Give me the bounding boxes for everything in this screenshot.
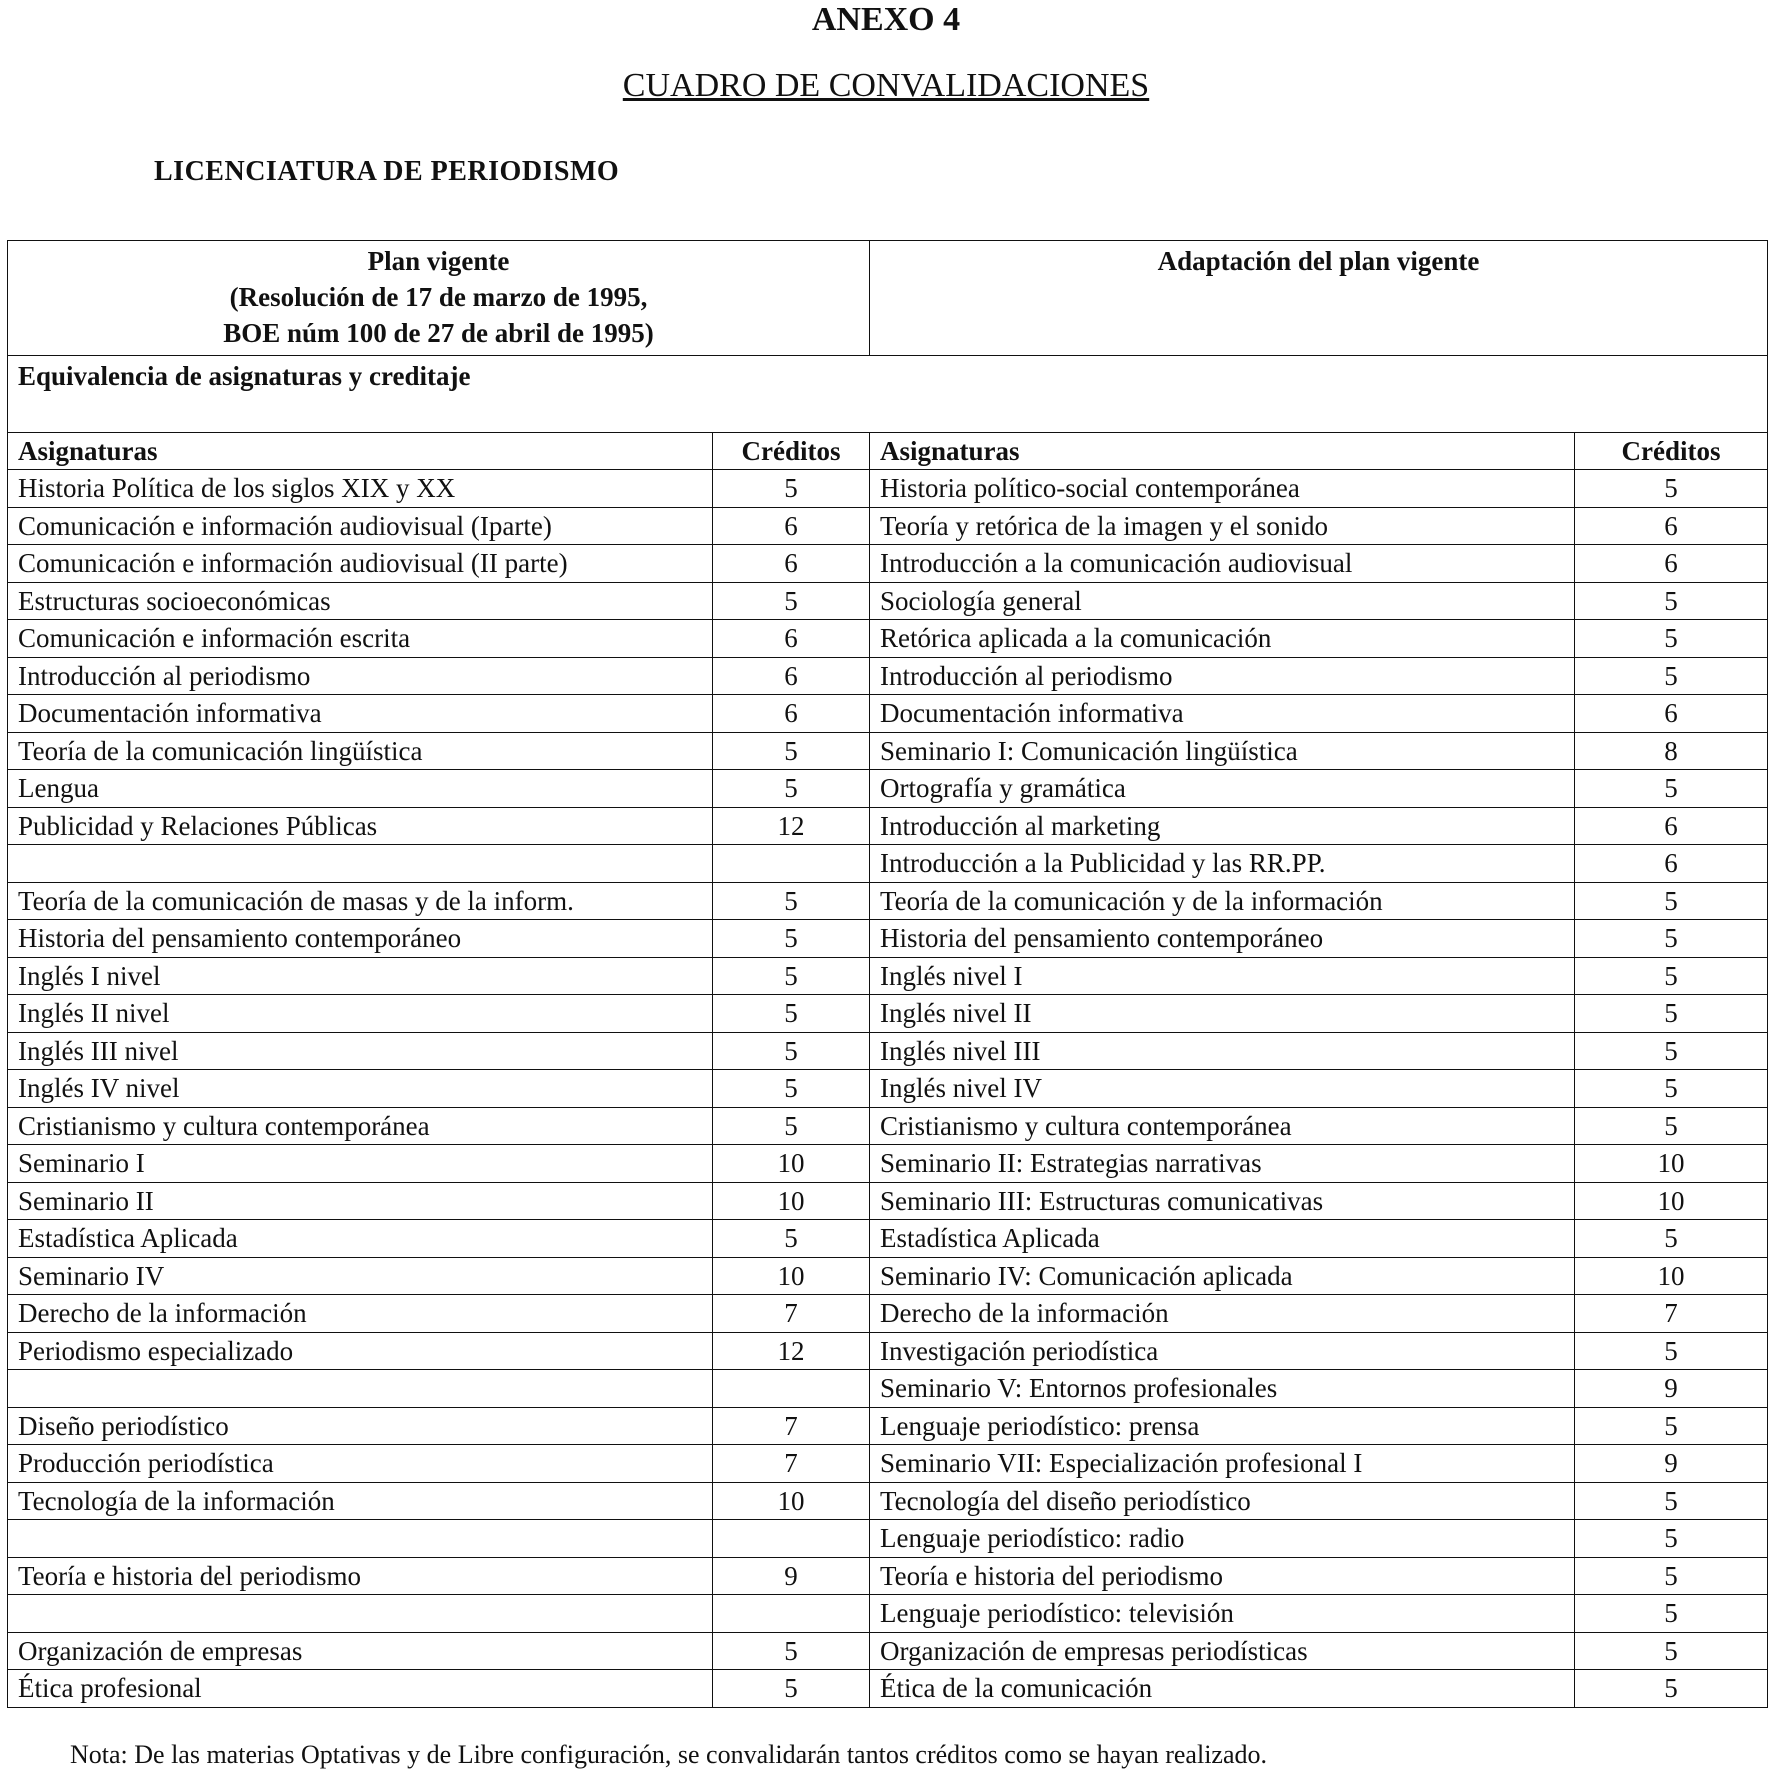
left-subject-cell: Comunicación e información audiovisual (Iparte) <box>8 507 713 545</box>
left-credits-cell: 7 <box>713 1407 870 1445</box>
right-subject-cell: Lenguaje periodístico: radio <box>870 1520 1575 1558</box>
right-subject-cell: Seminario VII: Especialización profesional I <box>870 1445 1575 1483</box>
convalidation-table <box>7 240 1768 1708</box>
left-subject-cell: Cristianismo y cultura contemporánea <box>8 1107 713 1145</box>
right-subject-cell: Inglés nivel I <box>870 957 1575 995</box>
left-credits-cell <box>713 1520 870 1558</box>
table-body <box>8 470 1768 1708</box>
table-row <box>8 1182 1768 1220</box>
table-row <box>8 1295 1768 1333</box>
right-credits-cell: 5 <box>1575 1520 1768 1558</box>
left-subject-cell: Inglés I nivel <box>8 957 713 995</box>
right-subject-cell: Historia del pensamiento contemporáneo <box>870 920 1575 958</box>
table-row <box>8 1070 1768 1108</box>
left-subject-cell: Inglés IV nivel <box>8 1070 713 1108</box>
right-credits-cell: 5 <box>1575 1032 1768 1070</box>
table-row <box>8 1220 1768 1258</box>
left-credits-cell: 5 <box>713 1070 870 1108</box>
left-subject-cell: Estructuras socioeconómicas <box>8 582 713 620</box>
right-subject-cell: Seminario I: Comunicación lingüística <box>870 732 1575 770</box>
right-credits-cell: 10 <box>1575 1145 1768 1183</box>
left-credits-cell: 6 <box>713 507 870 545</box>
left-credits-cell: 12 <box>713 807 870 845</box>
right-subject-cell: Teoría e historia del periodismo <box>870 1557 1575 1595</box>
right-subject-cell: Retórica aplicada a la comunicación <box>870 620 1575 658</box>
right-subject-cell: Estadística Aplicada <box>870 1220 1575 1258</box>
current-plan-resolution: (Resolución de 17 de marzo de 1995, <box>229 282 648 312</box>
right-credits-cell: 6 <box>1575 545 1768 583</box>
degree-heading: LICENCIATURA DE PERIODISMO <box>154 156 620 187</box>
right-subject-column-header: Asignaturas <box>870 433 1575 470</box>
right-credits-cell: 6 <box>1575 507 1768 545</box>
left-subject-cell: Comunicación e información audiovisual (II parte) <box>8 545 713 583</box>
left-subject-cell: Ética profesional <box>8 1670 713 1708</box>
left-subject-cell <box>8 1595 713 1633</box>
left-subject-cell: Teoría de la comunicación lingüística <box>8 732 713 770</box>
right-credits-cell: 5 <box>1575 1557 1768 1595</box>
right-credits-cell: 5 <box>1575 1220 1768 1258</box>
right-credits-cell: 10 <box>1575 1257 1768 1295</box>
left-credits-cell: 10 <box>713 1145 870 1183</box>
left-subject-cell: Historia Política de los siglos XIX y XX <box>8 470 713 508</box>
right-credits-cell: 5 <box>1575 957 1768 995</box>
table-row <box>8 845 1768 883</box>
table-row <box>8 1257 1768 1295</box>
equivalence-label: Equivalencia de asignaturas y creditaje <box>8 356 1768 433</box>
left-credits-cell: 5 <box>713 1670 870 1708</box>
table-row <box>8 1557 1768 1595</box>
left-credits-cell: 6 <box>713 620 870 658</box>
left-subject-cell: Tecnología de la información <box>8 1482 713 1520</box>
table-row <box>8 1032 1768 1070</box>
table-row <box>8 1670 1768 1708</box>
right-credits-cell: 5 <box>1575 657 1768 695</box>
right-subject-cell: Organización de empresas periodísticas <box>870 1632 1575 1670</box>
right-credits-cell: 5 <box>1575 882 1768 920</box>
left-credits-cell <box>713 1370 870 1408</box>
left-credits-cell: 10 <box>713 1257 870 1295</box>
table-row <box>8 470 1768 508</box>
right-credits-cell: 5 <box>1575 995 1768 1033</box>
right-subject-cell: Teoría de la comunicación y de la información <box>870 882 1575 920</box>
convalidation-table-wrapper <box>7 240 1767 1708</box>
table-row <box>8 1332 1768 1370</box>
right-credits-cell: 5 <box>1575 1107 1768 1145</box>
right-credits-cell: 5 <box>1575 1332 1768 1370</box>
left-subject-cell: Lengua <box>8 770 713 808</box>
left-subject-cell: Introducción al periodismo <box>8 657 713 695</box>
current-plan-header <box>8 241 870 356</box>
left-subject-cell: Organización de empresas <box>8 1632 713 1670</box>
right-credits-cell: 5 <box>1575 1670 1768 1708</box>
left-subject-cell: Producción periodística <box>8 1445 713 1483</box>
table-row <box>8 957 1768 995</box>
right-subject-cell: Seminario V: Entornos profesionales <box>870 1370 1575 1408</box>
right-subject-cell: Introducción al periodismo <box>870 657 1575 695</box>
table-row <box>8 1595 1768 1633</box>
right-subject-cell: Introducción a la comunicación audiovisual <box>870 545 1575 583</box>
left-subject-cell: Seminario I <box>8 1145 713 1183</box>
right-credits-cell: 5 <box>1575 1070 1768 1108</box>
left-credits-cell <box>713 1595 870 1633</box>
left-credits-cell: 5 <box>713 995 870 1033</box>
left-credits-cell: 5 <box>713 1220 870 1258</box>
left-subject-cell <box>8 1370 713 1408</box>
right-subject-cell: Introducción a la Publicidad y las RR.PP. <box>870 845 1575 883</box>
right-subject-cell: Seminario II: Estrategias narrativas <box>870 1145 1575 1183</box>
left-subject-cell: Publicidad y Relaciones Públicas <box>8 807 713 845</box>
table-row <box>8 620 1768 658</box>
current-plan-title: Plan vigente <box>367 246 510 276</box>
left-credits-cell: 10 <box>713 1482 870 1520</box>
table-row <box>8 545 1768 583</box>
left-credits-cell: 5 <box>713 470 870 508</box>
right-subject-cell: Tecnología del diseño periodístico <box>870 1482 1575 1520</box>
left-subject-column-header: Asignaturas <box>8 433 713 470</box>
left-credits-cell: 5 <box>713 770 870 808</box>
right-subject-cell: Investigación periodística <box>870 1332 1575 1370</box>
table-row <box>8 995 1768 1033</box>
left-credits-cell: 7 <box>713 1445 870 1483</box>
left-credits-cell: 7 <box>713 1295 870 1333</box>
table-row <box>8 1482 1768 1520</box>
left-subject-cell <box>8 845 713 883</box>
right-credits-column-header: Créditos <box>1575 433 1768 470</box>
left-credits-cell: 12 <box>713 1332 870 1370</box>
table-row <box>8 1520 1768 1558</box>
right-subject-cell: Ética de la comunicación <box>870 1670 1575 1708</box>
table-row <box>8 657 1768 695</box>
right-credits-cell: 5 <box>1575 1595 1768 1633</box>
document-title: CUADRO DE CONVALIDACIONES <box>622 67 1150 104</box>
right-subject-cell: Derecho de la información <box>870 1295 1575 1333</box>
right-subject-cell: Teoría y retórica de la imagen y el sonido <box>870 507 1575 545</box>
table-row <box>8 920 1768 958</box>
left-credits-cell: 5 <box>713 1632 870 1670</box>
right-credits-cell: 9 <box>1575 1445 1768 1483</box>
left-subject-cell: Historia del pensamiento contemporáneo <box>8 920 713 958</box>
left-credits-cell: 10 <box>713 1182 870 1220</box>
left-subject-cell: Teoría e historia del periodismo <box>8 1557 713 1595</box>
left-credits-cell: 9 <box>713 1557 870 1595</box>
right-credits-cell: 5 <box>1575 582 1768 620</box>
right-subject-cell: Documentación informativa <box>870 695 1575 733</box>
right-subject-cell: Inglés nivel II <box>870 995 1575 1033</box>
left-credits-column-header: Créditos <box>713 433 870 470</box>
right-credits-cell: 6 <box>1575 695 1768 733</box>
right-credits-cell: 5 <box>1575 1632 1768 1670</box>
left-subject-cell: Seminario IV <box>8 1257 713 1295</box>
left-credits-cell: 5 <box>713 882 870 920</box>
left-subject-cell: Documentación informativa <box>8 695 713 733</box>
right-credits-cell: 9 <box>1575 1370 1768 1408</box>
right-subject-cell: Ortografía y gramática <box>870 770 1575 808</box>
left-subject-cell <box>8 1520 713 1558</box>
left-credits-cell: 6 <box>713 695 870 733</box>
right-credits-cell: 10 <box>1575 1182 1768 1220</box>
left-credits-cell: 5 <box>713 957 870 995</box>
left-subject-cell: Inglés III nivel <box>8 1032 713 1070</box>
table-row <box>8 807 1768 845</box>
table-row <box>8 1632 1768 1670</box>
table-row <box>8 582 1768 620</box>
left-credits-cell: 5 <box>713 582 870 620</box>
table-row <box>8 507 1768 545</box>
right-subject-cell: Historia político-social contemporánea <box>870 470 1575 508</box>
right-subject-cell: Inglés nivel IV <box>870 1070 1575 1108</box>
right-credits-cell: 5 <box>1575 1407 1768 1445</box>
footnote: Nota: De las materias Optativas y de Libre configuración, se convalidarán tantos créditos como se hayan realizado. <box>70 1740 1268 1769</box>
left-subject-cell: Derecho de la información <box>8 1295 713 1333</box>
right-credits-cell: 5 <box>1575 770 1768 808</box>
table-row <box>8 1145 1768 1183</box>
left-credits-cell: 5 <box>713 732 870 770</box>
right-credits-cell: 5 <box>1575 620 1768 658</box>
left-subject-cell: Seminario II <box>8 1182 713 1220</box>
table-row <box>8 695 1768 733</box>
table-row <box>8 732 1768 770</box>
annex-heading: ANEXO 4 <box>811 1 961 38</box>
right-credits-cell: 5 <box>1575 1482 1768 1520</box>
right-subject-cell: Inglés nivel III <box>870 1032 1575 1070</box>
table-row <box>8 1370 1768 1408</box>
right-subject-cell: Seminario IV: Comunicación aplicada <box>870 1257 1575 1295</box>
right-credits-cell: 5 <box>1575 470 1768 508</box>
left-credits-cell: 6 <box>713 545 870 583</box>
current-plan-boe: BOE núm 100 de 27 de abril de 1995) <box>223 318 654 348</box>
left-subject-cell: Comunicación e información escrita <box>8 620 713 658</box>
right-subject-cell: Lenguaje periodístico: prensa <box>870 1407 1575 1445</box>
adaptation-header: Adaptación del plan vigente <box>870 241 1768 356</box>
right-subject-cell: Lenguaje periodístico: televisión <box>870 1595 1575 1633</box>
right-credits-cell: 5 <box>1575 920 1768 958</box>
right-credits-cell: 6 <box>1575 845 1768 883</box>
left-subject-cell: Teoría de la comunicación de masas y de la inform. <box>8 882 713 920</box>
left-subject-cell: Estadística Aplicada <box>8 1220 713 1258</box>
right-credits-cell: 8 <box>1575 732 1768 770</box>
column-header-row <box>8 433 1768 470</box>
table-row <box>8 1445 1768 1483</box>
left-subject-cell: Diseño periodístico <box>8 1407 713 1445</box>
left-subject-cell: Inglés II nivel <box>8 995 713 1033</box>
right-subject-cell: Introducción al marketing <box>870 807 1575 845</box>
left-credits-cell <box>713 845 870 883</box>
table-row <box>8 770 1768 808</box>
right-credits-cell: 7 <box>1575 1295 1768 1333</box>
right-subject-cell: Cristianismo y cultura contemporánea <box>870 1107 1575 1145</box>
left-credits-cell: 6 <box>713 657 870 695</box>
right-credits-cell: 6 <box>1575 807 1768 845</box>
right-subject-cell: Seminario III: Estructuras comunicativas <box>870 1182 1575 1220</box>
table-row <box>8 1407 1768 1445</box>
table-row <box>8 1107 1768 1145</box>
left-credits-cell: 5 <box>713 920 870 958</box>
left-subject-cell: Periodismo especializado <box>8 1332 713 1370</box>
left-credits-cell: 5 <box>713 1107 870 1145</box>
table-row <box>8 882 1768 920</box>
left-credits-cell: 5 <box>713 1032 870 1070</box>
right-subject-cell: Sociología general <box>870 582 1575 620</box>
